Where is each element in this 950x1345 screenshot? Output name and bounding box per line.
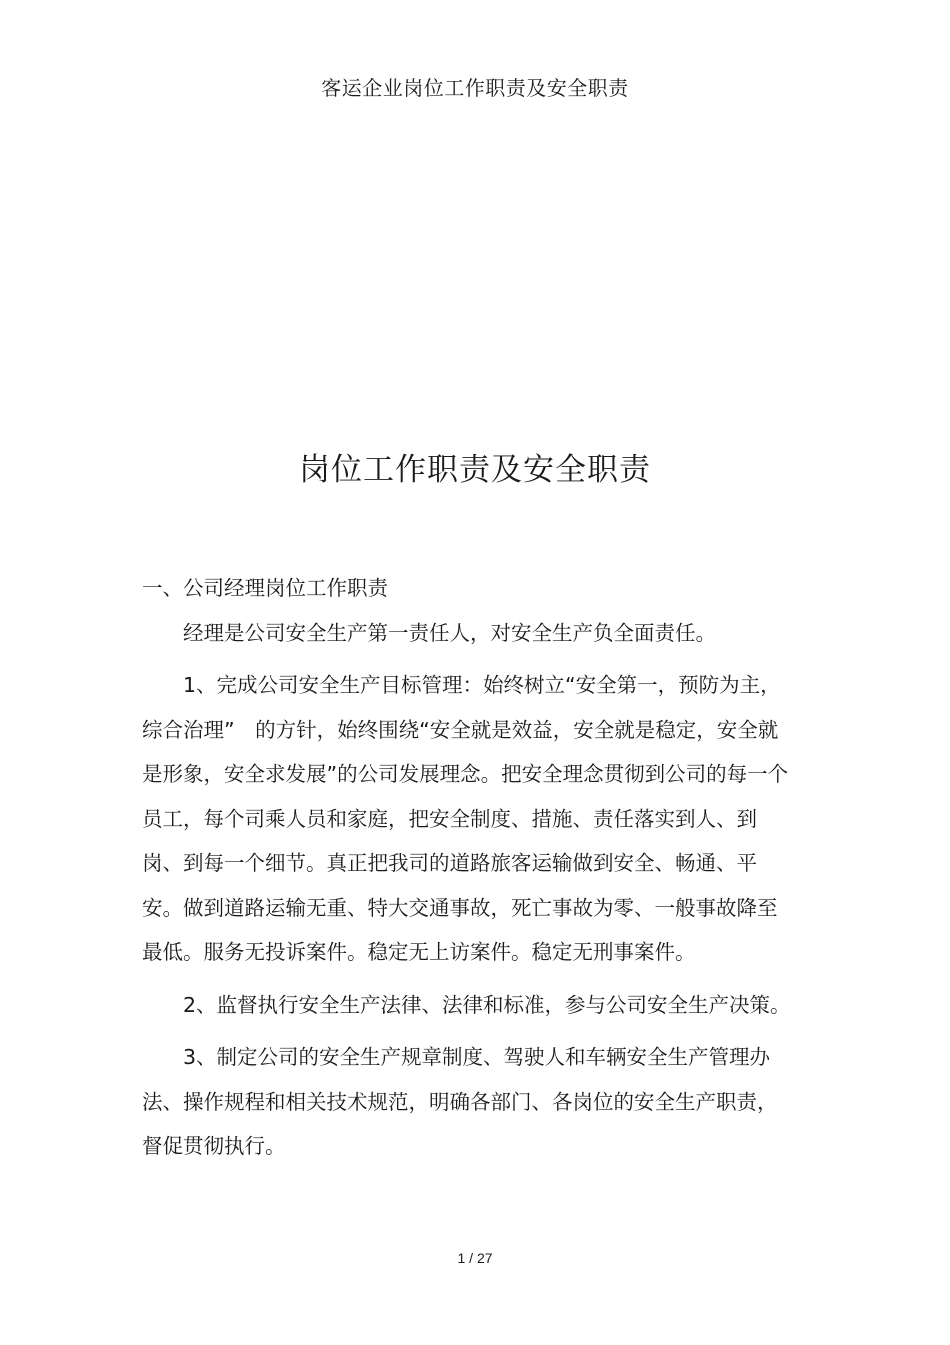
paragraph-intro: 经理是公司安全生产第一责任人，对安全生产负全面责任。 xyxy=(183,620,716,645)
running-header: 客运企业岗位工作职责及安全职责 xyxy=(321,76,629,100)
paragraph-item-1: 1、完成公司安全生产目标管理：始终树立“安全第一，预防为主，综合治理” 的方针，始终围绕“安全就是效益，安全就是稳定，安全就是形象，安全求发展”的公司发展理念。把安全理念贯彻到公司的每一个员工，每个司乘人员和家庭，把安全制度、措施、责任落实到人、到岗、到每一个细节。真正把我司的道路旅客运输做到安全、畅通、平安。做到道路运输无重、特大交通事故，死亡事故为零、一般事故降至最低。服务无投诉案件。稳定无上访案件。稳定无刑事案件。 xyxy=(142,673,789,964)
page-number: 1 / 27 xyxy=(457,1250,493,1266)
paragraph-item-2: 2、监督执行安全生产法律、法律和标准，参与公司安全生产决策。 xyxy=(183,992,791,1017)
paragraph-item-3: 3、制定公司的安全生产规章制度、驾驶人和车辆安全生产管理办法、操作规程和相关技术规范，明确各部门、各岗位的安全生产职责，督促贯彻执行。 xyxy=(142,1045,778,1158)
document-body xyxy=(142,566,792,1169)
document-title: 岗位工作职责及安全职责 xyxy=(299,452,651,488)
section-heading: 一、公司经理岗位工作职责 xyxy=(142,576,388,600)
